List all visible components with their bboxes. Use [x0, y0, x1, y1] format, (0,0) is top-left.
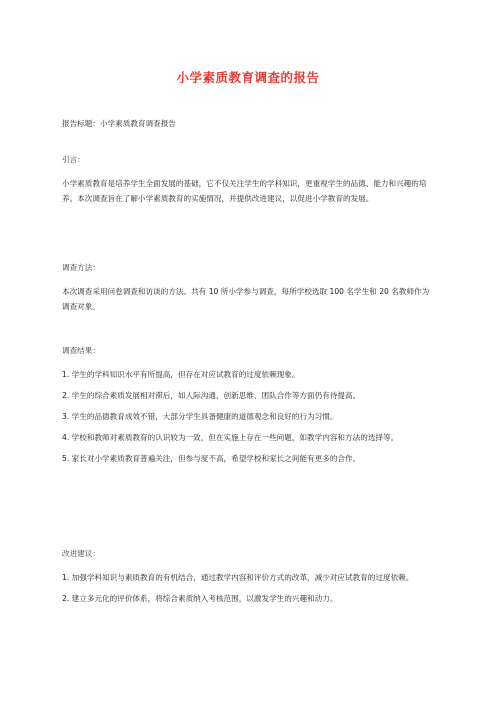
report-title-line: 报告标题：小学素质教育调查报告: [62, 119, 176, 128]
results-list: [62, 367, 434, 466]
report-title-line-block: [62, 116, 434, 131]
document-title: 小学素质教育调查的报告: [176, 70, 320, 85]
results-item-5: 5. 家长对小学素质教育普遍关注，但参与度不高，希望学校和家长之间能有更多的合作。: [62, 454, 361, 463]
results-item-3: 3. 学生的品德教育成效不错，大部分学生具备健康的道德观念和良好的行为习惯。: [62, 412, 338, 421]
intro-paragraph: 小学素质教育是培养学生全面发展的基础，它不仅关注学生的学科知识，更重视学生的品德、能力和兴趣的培养。本次调查旨在了解小学素质教育的实施情况，并提供改进建议，以促进小学教育的发展。: [62, 179, 427, 203]
suggestions-section: [62, 546, 434, 612]
method-heading: 调查方法：: [62, 263, 100, 272]
results-section: [62, 343, 434, 472]
method-paragraph: 本次调查采用问卷调查和访谈的方法。共有 10 所小学参与调查，每所学校选取 100 名学生和 20 名教师作为调查对象。: [62, 287, 430, 311]
method-section: [62, 260, 434, 314]
suggestions-heading: 改进建议：: [62, 549, 100, 558]
intro-section: [62, 152, 434, 206]
results-item-1: 1. 学生的学科知识水平有所提高，但存在对应试教育的过度依赖现象。: [62, 370, 300, 379]
intro-heading: 引言：: [62, 155, 85, 164]
suggestions-item-2: 2. 建立多元化的评价体系，将综合素质纳入考核范围，以激发学生的兴趣和动力。: [62, 594, 338, 603]
results-heading: 调查结果：: [62, 346, 100, 355]
suggestions-item-1: 1. 加强学科知识与素质教育的有机结合，通过教学内容和评价方式的改革，减少对应试教育的过度依赖。: [62, 573, 414, 582]
results-item-2: 2. 学生的综合素质发展相对滞后，如人际沟通、创新思维、团队合作等方面仍有待提高。: [62, 391, 361, 400]
suggestions-list: [62, 570, 434, 606]
results-item-4: 4. 学校和教师对素质教育的认识较为一致，但在实施上存在一些问题，如教学内容和方法的选择等。: [62, 433, 399, 442]
